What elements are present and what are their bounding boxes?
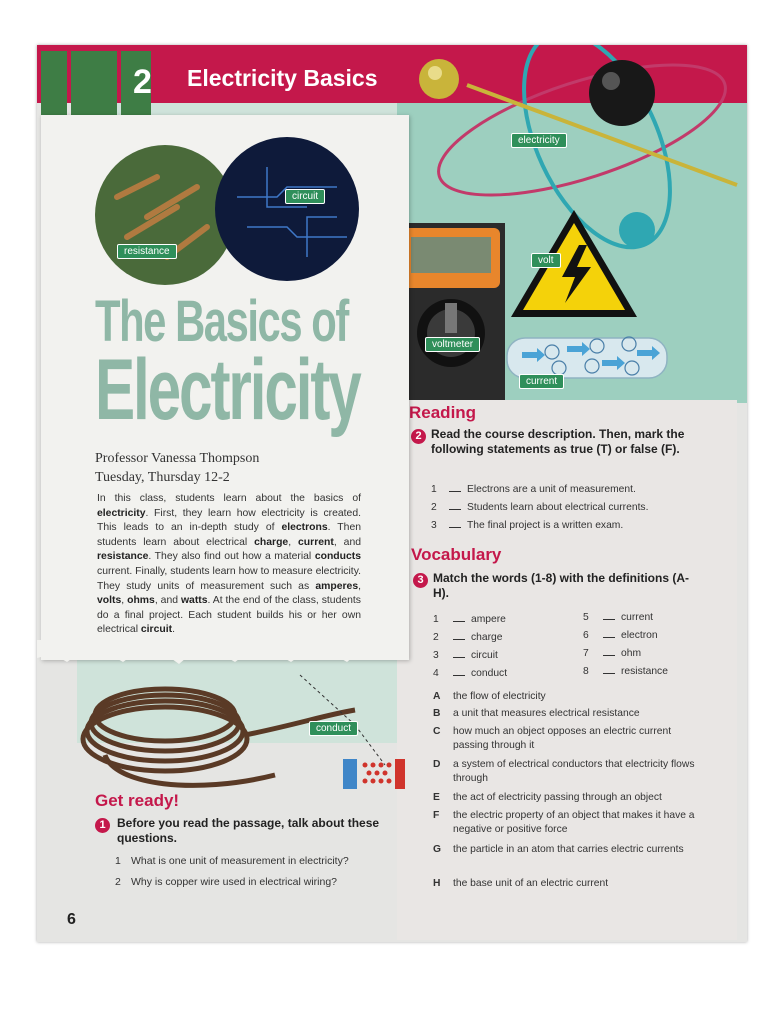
article-keyword: amperes	[315, 580, 359, 592]
get-ready-title: Get ready!	[95, 791, 180, 810]
warning-sign-icon	[507, 205, 642, 325]
get-ready-question: 1 What is one unit of measurement in electricity?	[115, 855, 349, 867]
article-keyword: ohms	[127, 595, 155, 607]
word-item: 4 conduct	[433, 668, 508, 679]
article-keyword: volts	[97, 595, 122, 607]
article-heading	[95, 289, 395, 438]
article-text: . Then students learn about electrical	[97, 522, 361, 548]
article-text: .	[172, 624, 175, 636]
definition-item: C how much an object opposes an electric current passing through it	[433, 726, 672, 751]
get-ready-number-badge: 1	[95, 818, 110, 833]
vocabulary-number-badge: 3	[413, 573, 428, 588]
article-keyword: current	[298, 536, 334, 548]
article-keyword: electrons	[281, 522, 328, 534]
reading-item: 2 Students learn about electrical currents.	[431, 502, 649, 513]
reading-instruction: Read the course description. Then, mark the following statements as true (T) or false (F).	[431, 427, 685, 456]
article-text: ,	[358, 580, 361, 592]
reading-item: 3 The final project is a written exam.	[431, 520, 624, 531]
article-text: . They also find out how a material	[148, 551, 315, 563]
article-text: In this class, students learn about the basics of	[97, 493, 361, 504]
definition-item: D a system of electrical conductors that electricity flows through	[433, 759, 695, 784]
definition-item: H the base unit of an electric current	[433, 878, 609, 889]
definition-item: G the particle in an atom that carries electric currents	[433, 844, 684, 855]
article-text: current. Finally, students learn how to measure electricity. They study units of measurement such as	[97, 565, 361, 592]
article-text: , and	[154, 595, 181, 607]
reading-number-badge: 2	[411, 429, 426, 444]
class-schedule: Tuesday, Thursday 12-2	[95, 470, 230, 485]
article-text: . First, they learn how electricity is created. This leads to an in-depth study of	[97, 507, 361, 534]
label-current: current	[519, 374, 564, 389]
label-resistance: resistance	[117, 244, 177, 259]
article-keyword: conducts	[314, 551, 361, 563]
textbook-page	[37, 45, 747, 942]
label-voltmeter: voltmeter	[425, 337, 480, 352]
reading-item: 1 Electrons are a unit of measurement.	[431, 484, 636, 495]
word-item: 6 electron	[583, 630, 658, 641]
reading-title: Reading	[409, 403, 477, 422]
article-keyword: electricity	[97, 507, 146, 519]
heading-line-2: Electricity	[95, 342, 360, 438]
word-item: 2 charge	[433, 632, 503, 643]
component-photos	[87, 137, 387, 287]
word-item: 7 ohm	[583, 648, 642, 659]
word-item: 8 resistance	[583, 666, 668, 677]
article-text: . At the end of the class, students do a final project. Each student builds his or her own electrical	[97, 595, 361, 636]
article-keyword: circuit	[140, 624, 173, 636]
page-number: 6	[67, 911, 76, 928]
vocabulary-instruction: Match the words (1-8) with the definitions (A-H).	[433, 571, 689, 600]
definition-item: B a unit that measures electrical resistance	[433, 708, 640, 719]
definition-item: F the electric property of an object that makes it have a negative or positive force	[433, 810, 695, 835]
definition-item: A the flow of electricity	[433, 691, 546, 702]
vocabulary-title: Vocabulary	[411, 545, 502, 564]
definition-item: E the act of electricity passing through an object	[433, 792, 662, 803]
article-keyword: watts	[180, 595, 208, 607]
article-text: ,	[121, 595, 128, 607]
label-circuit: circuit	[285, 189, 325, 204]
article-text: , and	[333, 536, 361, 548]
word-item: 5 current	[583, 612, 654, 623]
article-text: ,	[288, 536, 299, 548]
voltmeter-illustration	[397, 223, 505, 401]
unit-title: Electricity Basics	[187, 65, 378, 91]
heading-line-1: The Basics of	[95, 289, 348, 354]
label-volt: volt	[531, 253, 561, 268]
word-item: 3 circuit	[433, 650, 498, 661]
label-electricity: electricity	[511, 133, 567, 148]
article-keyword: resistance	[97, 551, 149, 563]
professor-name: Professor Vanessa Thompson	[95, 451, 260, 466]
article-body	[97, 492, 361, 638]
get-ready-instruction: Before you read the passage, talk about these questions.	[117, 816, 380, 845]
get-ready-question: 2 Why is copper wire used in electrical wiring?	[115, 876, 337, 888]
unit-number: 2	[133, 63, 152, 101]
word-item: 1 ampere	[433, 614, 506, 625]
article-keyword: charge	[254, 536, 289, 548]
label-conduct: conduct	[309, 721, 358, 736]
